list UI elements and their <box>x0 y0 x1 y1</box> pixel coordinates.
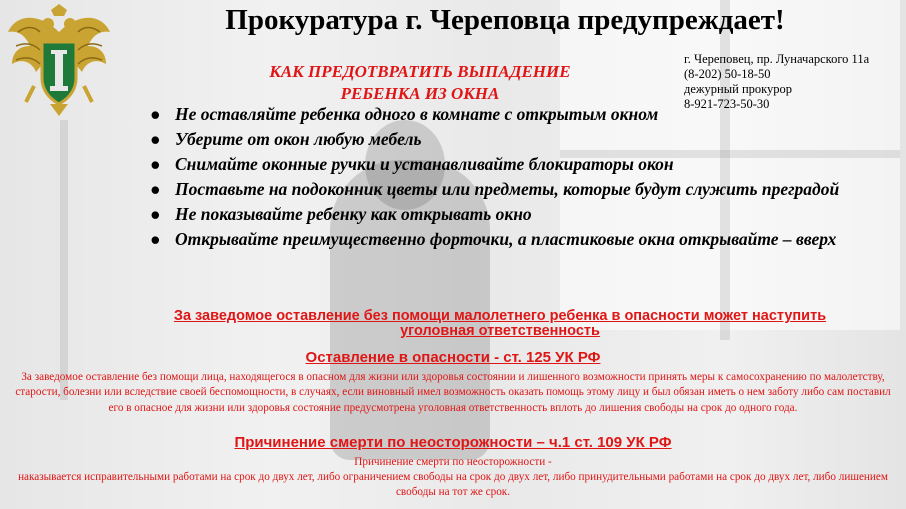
article-109-intro: Причинение смерти по неосторожности - <box>354 456 552 468</box>
page-title: Прокуратура г. Череповца предупреждает! <box>225 4 785 36</box>
bullet-icon: ● <box>150 104 161 124</box>
tip-text: Не показывайте ребенку как открывать окно <box>175 204 532 224</box>
tip-item <box>150 177 850 202</box>
subtitle <box>190 61 650 105</box>
tip-item <box>150 102 850 127</box>
bullet-icon: ● <box>150 229 161 249</box>
tip-text: Уберите от окон любую мебель <box>175 129 422 149</box>
contact-address: г. Череповец, пр. Луначарского 11а <box>684 52 870 66</box>
criminal-liability-warning: За заведомое оставление без помощи малолетнего ребенка в опасности может наступить уголовная ответственность <box>173 308 827 339</box>
tip-item <box>150 227 850 252</box>
contact-phone: (8-202) 50-18-50 <box>684 67 771 81</box>
tip-text: Не оставляйте ребенка одного в комнате с открытым окном <box>175 104 659 124</box>
bullet-icon: ● <box>150 129 161 149</box>
bullet-icon: ● <box>150 154 161 174</box>
tip-text: Поставьте на подоконник цветы или предметы, которые будут служить преградой <box>175 179 840 199</box>
safety-tips-list <box>150 102 850 252</box>
article-125-title: Оставление в опасности - ст. 125 УК РФ <box>305 349 601 366</box>
subtitle-line-1: КАК ПРЕДОТВРАТИТЬ ВЫПАДЕНИЕ <box>269 62 571 81</box>
article-125-text: За заведомое оставление без помощи лица, находящегося в опасном для жизни или здоровья состоянии и лишенного возможности принять меры к самосохранению по малолетству, старости, болезни или вследствие своей беспомощности, в случаях, если виновный имел возможность оказать помощь этому лицу и был обязан иметь о нем заботу либо сам поставил его в опасное для жизни или здоровья состояние предусмотрена уголовная ответственность вплоть до лишения свободы на срок до одного года. <box>15 371 891 414</box>
tip-item <box>150 152 850 177</box>
tip-item <box>150 127 850 152</box>
prosecutor-emblem-icon <box>4 2 114 118</box>
contact-duty-phone: 8-921-723-50-30 <box>684 97 770 111</box>
bullet-icon: ● <box>150 204 161 224</box>
bullet-icon: ● <box>150 179 161 199</box>
contact-duty-label: дежурный прокурор <box>684 82 793 96</box>
tip-text: Открывайте преимущественно форточки, а пластиковые окна открывайте – вверх <box>175 229 837 249</box>
article-109-text: наказывается исправительными работами на срок до двух лет, либо ограничением свободы на срок до двух лет, либо принудительными работами на срок до двух лет, либо лишением свободы на тот же срок. <box>18 471 888 499</box>
tip-text: Снимайте оконные ручки и устанавливайте блокираторы окон <box>175 154 674 174</box>
tip-item <box>150 202 850 227</box>
subtitle-line-2: РЕБЕНКА ИЗ ОКНА <box>340 84 500 103</box>
article-109-title: Причинение смерти по неосторожности – ч.1 ст. 109 УК РФ <box>234 434 672 451</box>
